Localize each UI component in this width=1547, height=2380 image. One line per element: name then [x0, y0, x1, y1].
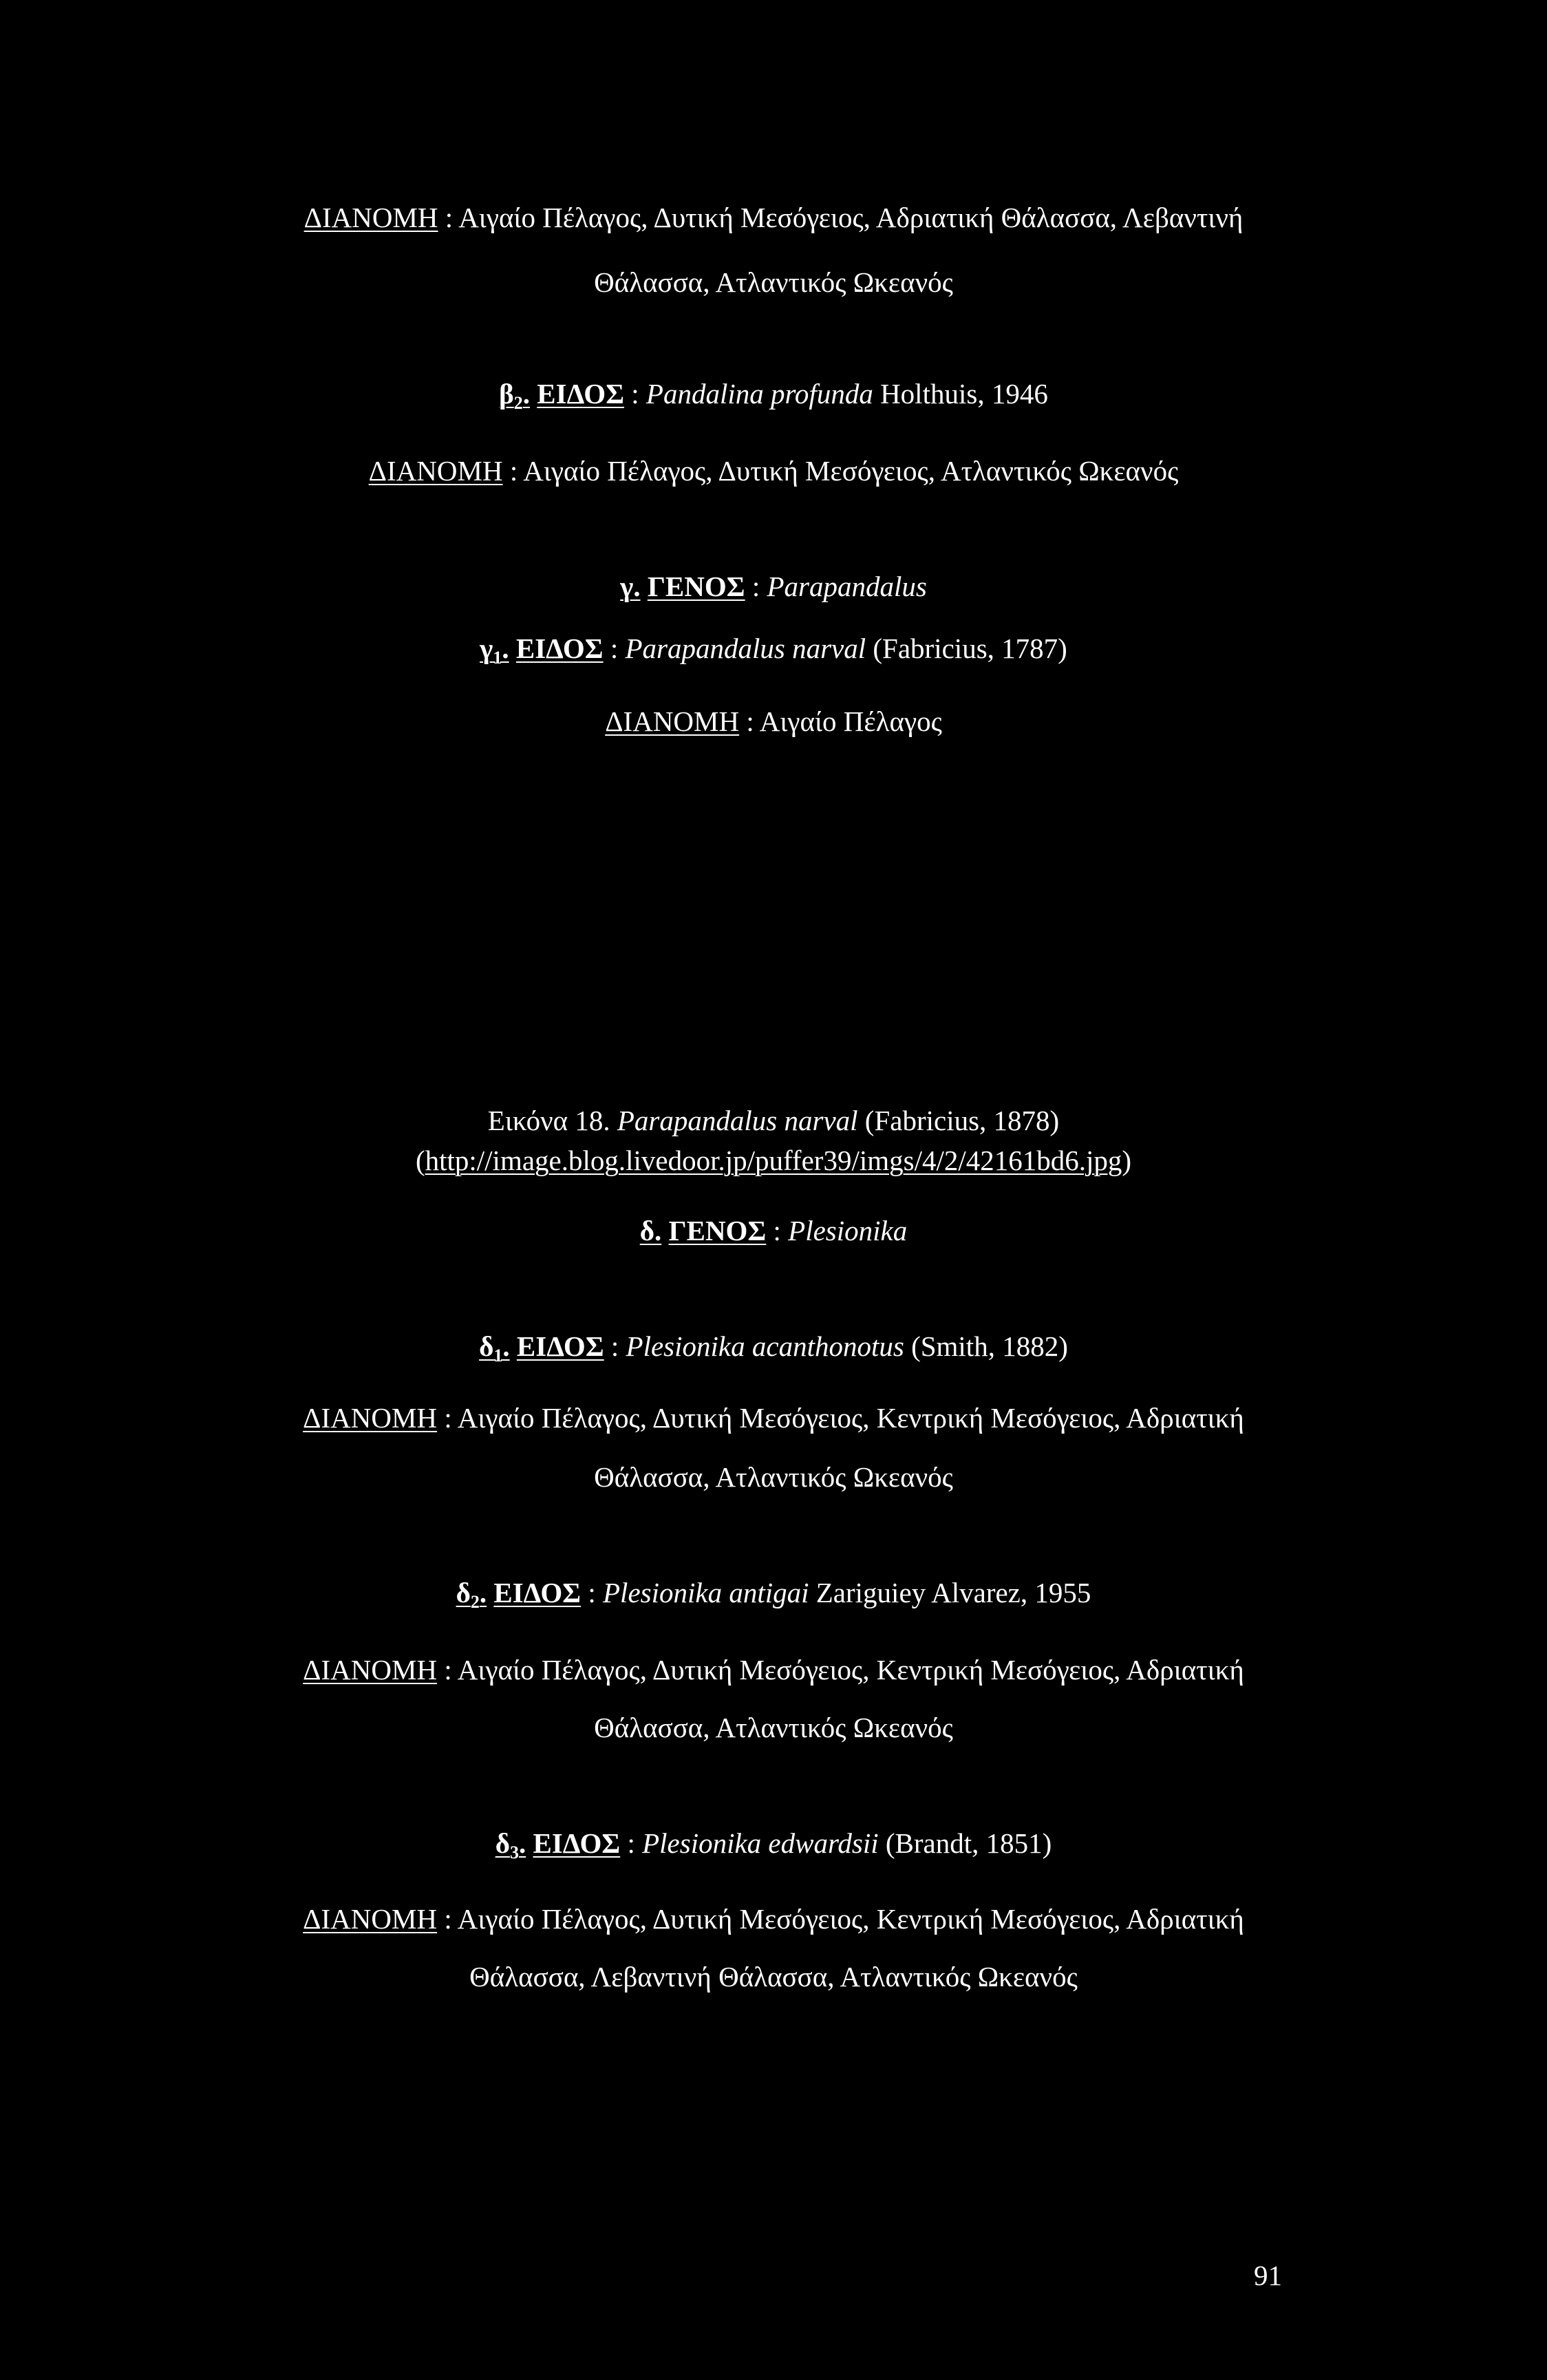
genus-name: Parapandalus	[767, 571, 927, 602]
distribution-text: Αιγαίο Πέλαγος, Δυτική Μεσόγειος, Κεντρική Μεσόγειος, Αδριατική	[457, 1402, 1244, 1434]
figure-source: (http://image.blog.livedoor.jp/puffer39/imgs/4/2/42161bd6.jpg)	[415, 1145, 1132, 1176]
species-author: Holthuis, 1946	[873, 378, 1048, 410]
species-label: ΕΙΔΟΣ	[533, 1827, 621, 1859]
genus-label: ΓΕΝΟΣ	[668, 1215, 767, 1246]
figure-caption: Εικόνα 18. Parapandalus narval (Fabricius, 1878)	[487, 1105, 1060, 1136]
species-author: (Smith, 1882)	[904, 1330, 1068, 1362]
genus-marker: γ.	[620, 571, 641, 602]
species-name: Plesionika edwardsii	[642, 1827, 879, 1859]
distribution-text: Θάλασσα, Ατλαντικός Ωκεανός	[594, 266, 953, 298]
species-d2-distribution-2	[0, 1714, 1547, 1742]
page-number: 91	[1254, 2260, 1282, 2291]
species-name: Pandalina profunda	[646, 378, 873, 410]
figure-source-link[interactable]: http://image.blog.livedoor.jp/puffer39/imgs/4/2/42161bd6.jpg	[425, 1145, 1122, 1176]
species-d3-distribution-2	[0, 1963, 1547, 1991]
genus-label: ΓΕΝΟΣ	[647, 571, 745, 602]
genus-g-heading: γ. ΓΕΝΟΣ : Parapandalus	[620, 571, 927, 602]
distribution-text: Θάλασσα, Ατλαντικός Ωκεανός	[594, 1712, 953, 1743]
species-g1-distribution: ΔΙΑΝΟΜΗ : Αιγαίο Πέλαγος	[605, 705, 942, 737]
species-d2-heading: $\delta_2$. ΕΙΔΟΣ : Plesionika antigai Zariguiey Alvarez, 1955	[456, 1577, 1091, 1612]
caption-species-name: Parapandalus narval	[617, 1105, 858, 1136]
species-label: ΕΙΔΟΣ	[493, 1577, 582, 1608]
species-b2-distribution: ΔΙΑΝΟΜΗ : Αιγαίο Πέλαγος, Δυτική Μεσόγειος, Ατλαντικός Ωκεανός	[368, 455, 1179, 487]
distribution-text: Αιγαίο Πέλαγος, Δυτική Μεσόγειος, Κεντρική Μεσόγειος, Αδριατική	[457, 1654, 1244, 1686]
genus-name: Plesionika	[788, 1215, 908, 1246]
species-marker: $\delta_1$.	[479, 1330, 510, 1366]
distribution-text: Αιγαίο Πέλαγος, Δυτική Μεσόγειος, Κεντρική Μεσόγειος, Αδριατική	[457, 1903, 1244, 1935]
distribution-label: ΔΙΑΝΟΜΗ	[368, 455, 503, 487]
species-author: Zariguiey Alvarez, 1955	[809, 1577, 1091, 1608]
species-label: ΕΙΔΟΣ	[537, 378, 625, 410]
top-distribution-line-1: ΔΙΑΝΟΜΗ : Αιγαίο Πέλαγος, Δυτική Μεσόγειος, Αδριατική Θάλασσα, Λεβαντινή	[303, 202, 1244, 233]
distribution-label: ΔΙΑΝΟΜΗ	[303, 1903, 438, 1935]
species-d3-heading: $\delta_3$. ΕΙΔΟΣ : Plesionika edwardsii (Brandt, 1851)	[495, 1827, 1052, 1862]
species-d2-distribution-1: ΔΙΑΝΟΜΗ : Αιγαίο Πέλαγος, Δυτική Μεσόγειος, Κεντρική Μεσόγειος, Αδριατική	[303, 1654, 1244, 1686]
species-d1-distribution-1: ΔΙΑΝΟΜΗ : Αιγαίο Πέλαγος, Δυτική Μεσόγειος, Κεντρική Μεσόγειος, Αδριατική	[303, 1402, 1244, 1434]
distribution-text: Αιγαίο Πέλαγος, Δυτική Μεσόγειος, Ατλαντικός Ωκεανός	[523, 455, 1179, 487]
species-name: Plesionika acanthonotus	[626, 1330, 904, 1362]
genus-d-heading: δ. ΓΕΝΟΣ : Plesionika	[639, 1215, 908, 1246]
top-distribution-line-2	[0, 268, 1547, 297]
species-marker: $\gamma_1$.	[480, 633, 509, 668]
species-b2-heading: $\beta_2$. ΕΙΔΟΣ : Pandalina profunda Holthuis, 1946	[499, 378, 1048, 413]
species-d3-distribution-1: ΔΙΑΝΟΜΗ : Αιγαίο Πέλαγος, Δυτική Μεσόγειος, Κεντρική Μεσόγειος, Αδριατική	[303, 1903, 1244, 1935]
species-marker: $\delta_2$.	[456, 1577, 487, 1612]
species-marker: $\delta_3$.	[495, 1827, 526, 1862]
species-marker: $\beta_2$.	[499, 378, 531, 413]
species-label: ΕΙΔΟΣ	[516, 1330, 604, 1362]
species-author: (Fabricius, 1787)	[866, 633, 1067, 664]
species-d1-distribution-2	[0, 1463, 1547, 1491]
species-d1-heading: $\delta_1$. ΕΙΔΟΣ : Plesionika acanthonotus (Smith, 1882)	[479, 1330, 1068, 1366]
distribution-text: Θάλασσα, Ατλαντικός Ωκεανός	[594, 1461, 953, 1493]
species-name: Plesionika antigai	[603, 1577, 809, 1608]
distribution-text: Αιγαίο Πέλαγος	[759, 705, 942, 737]
distribution-label: ΔΙΑΝΟΜΗ	[605, 705, 740, 737]
distribution-text: Θάλασσα, Λεβαντινή Θάλασσα, Ατλαντικός Ωκεανός	[469, 1961, 1078, 1993]
distribution-label: ΔΙΑΝΟΜΗ	[303, 1654, 438, 1686]
distribution-text: Αιγαίο Πέλαγος, Δυτική Μεσόγειος, Αδριατική Θάλασσα, Λεβαντινή	[458, 202, 1244, 233]
genus-marker: δ.	[639, 1215, 662, 1246]
distribution-label: ΔΙΑΝΟΜΗ	[303, 202, 438, 233]
species-author: (Brandt, 1851)	[878, 1827, 1052, 1859]
figure-image	[482, 757, 1065, 1067]
distribution-label: ΔΙΑΝΟΜΗ	[303, 1402, 438, 1434]
species-label: ΕΙΔΟΣ	[515, 633, 604, 664]
species-name: Parapandalus narval	[625, 633, 866, 664]
species-g1-heading: $\gamma_1$. ΕΙΔΟΣ : Parapandalus narval (Fabricius, 1787)	[480, 633, 1067, 668]
